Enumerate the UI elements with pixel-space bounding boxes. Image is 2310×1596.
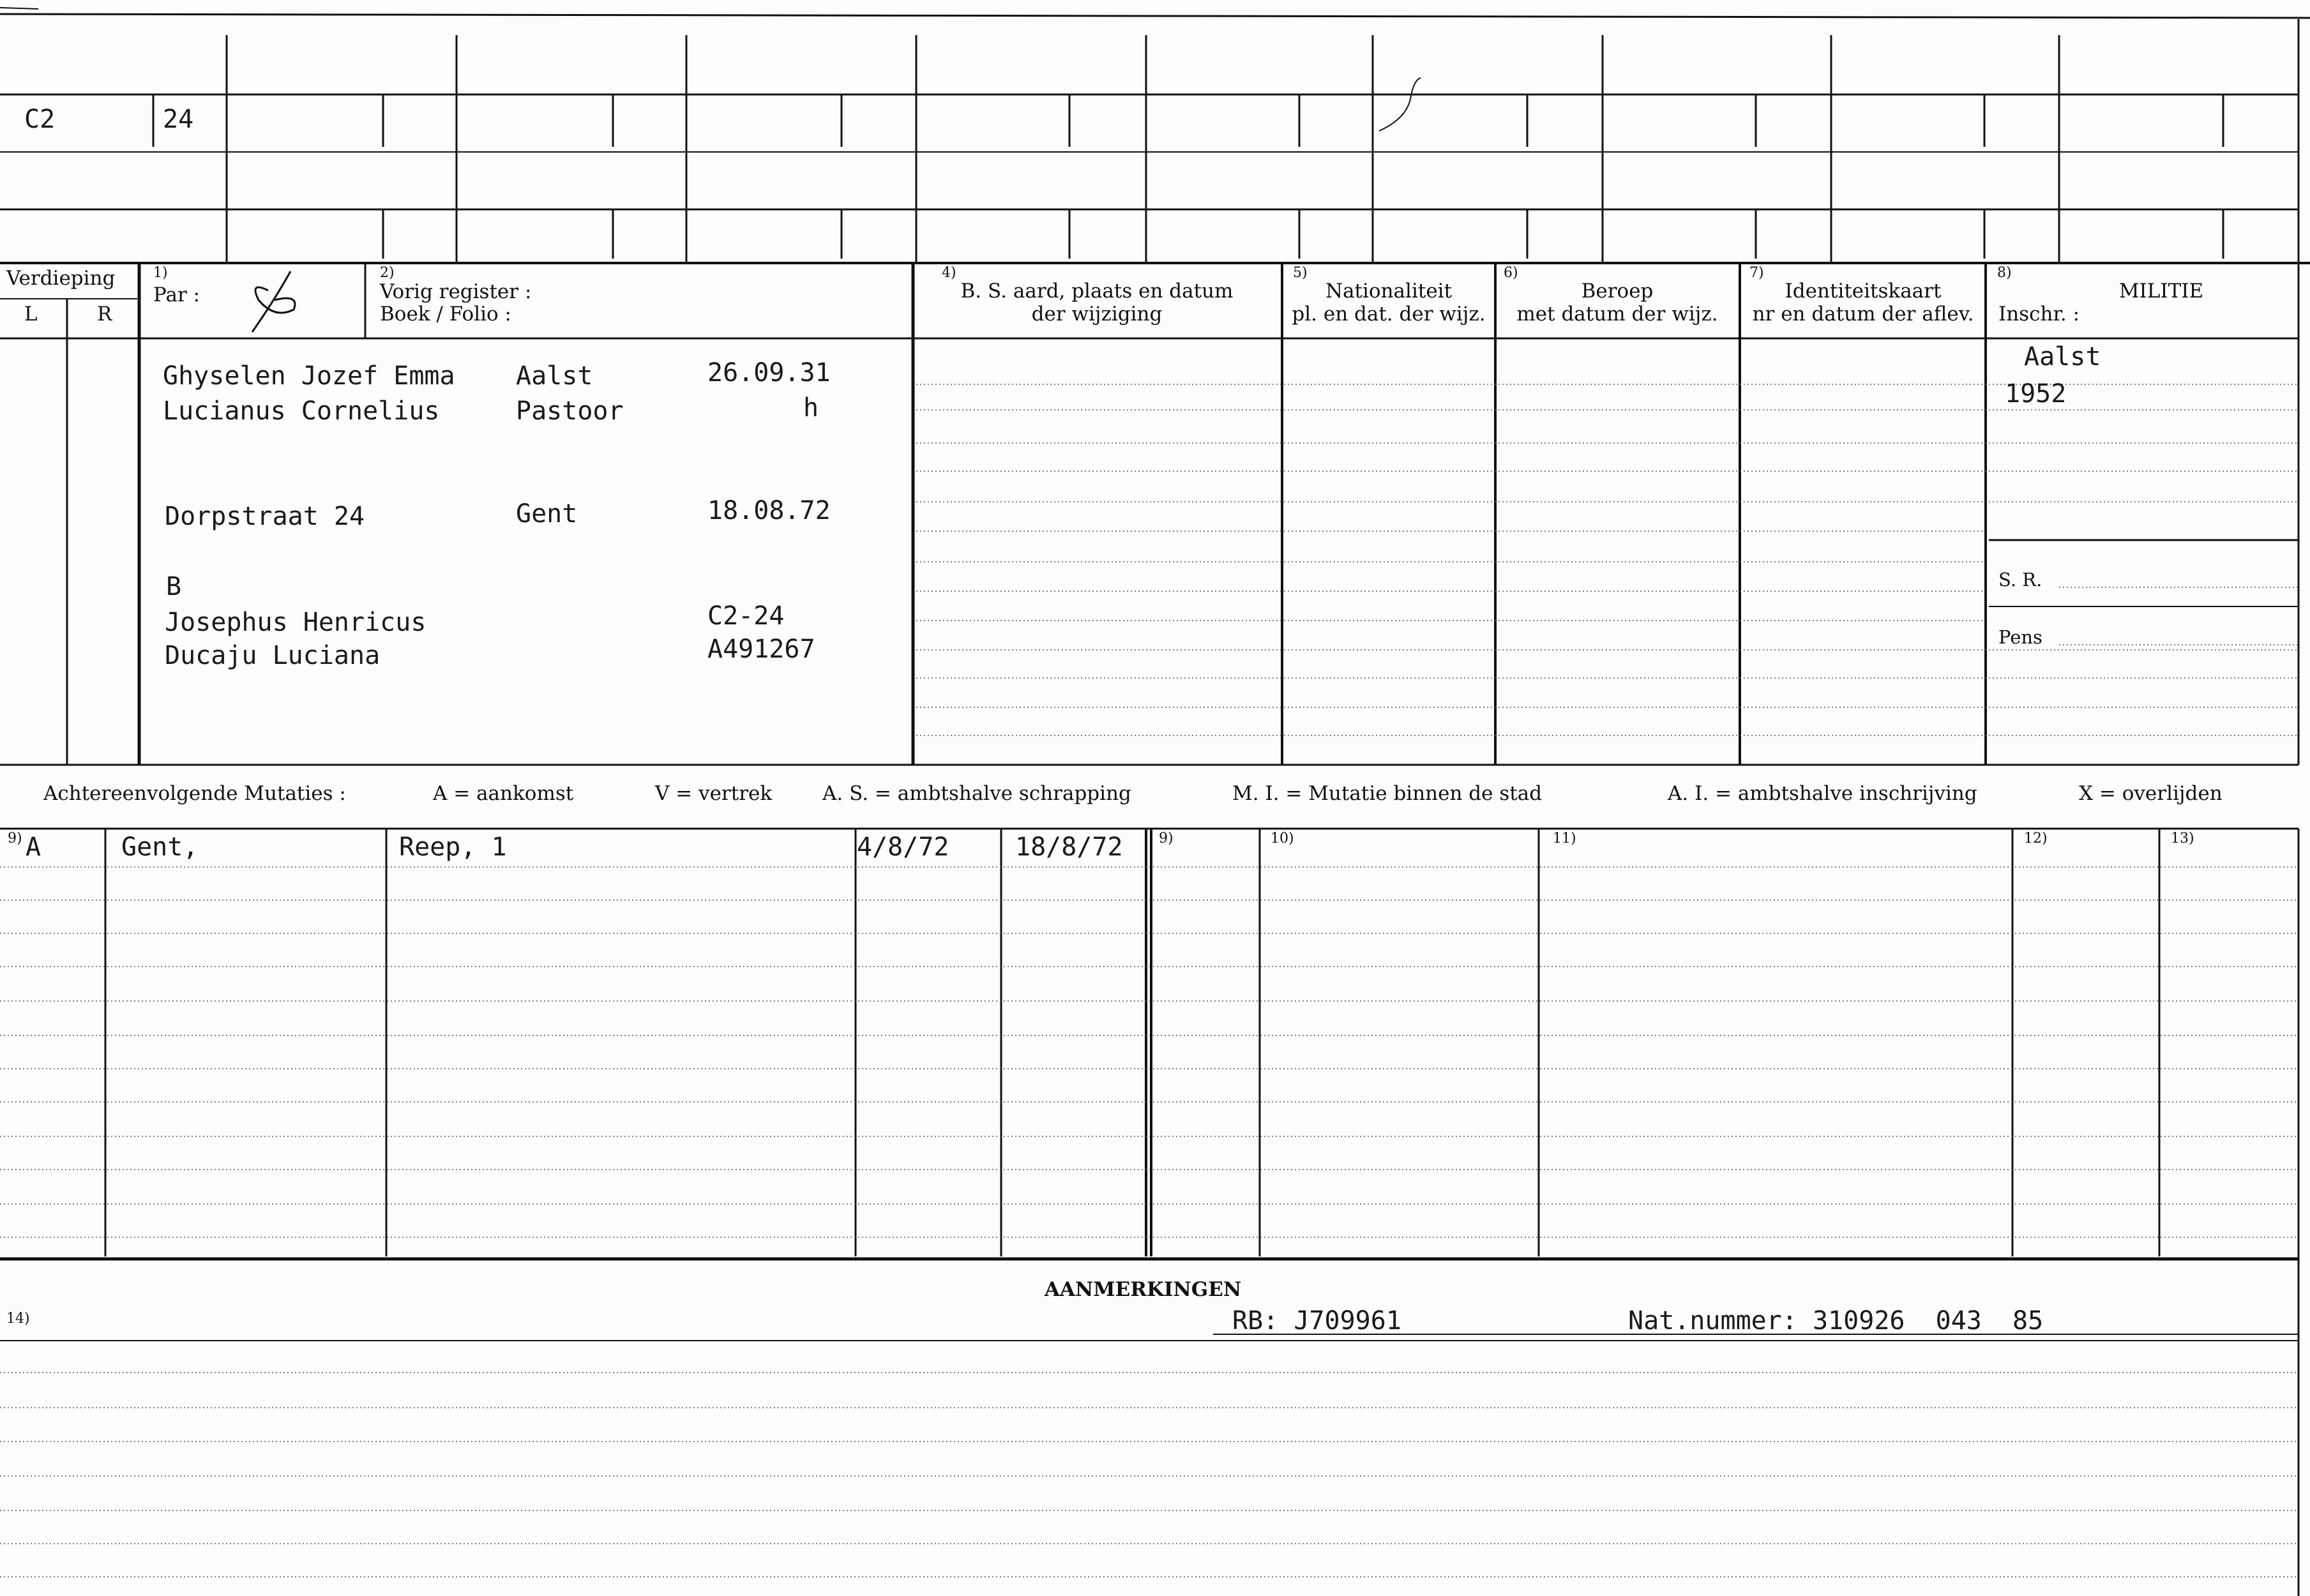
- vorig-number: 2): [380, 265, 395, 281]
- legend-mi: M. I. = Mutatie binnen de stad: [1232, 782, 1543, 805]
- col10-number: 10): [1271, 831, 1294, 847]
- city: Gent: [516, 499, 578, 529]
- beroep-header-1: Beroep: [1581, 280, 1654, 303]
- legend-label: Achtereenvolgende Mutaties :: [43, 782, 346, 805]
- legend-ai: A. I. = ambtshalve inschrijving: [1668, 782, 1977, 805]
- nat-header-2: pl. en dat. der wijz.: [1292, 303, 1486, 326]
- militie-number: 8): [1997, 265, 2012, 281]
- par-label: Par :: [153, 283, 200, 306]
- mutation-date-2: 18/8/72: [1015, 832, 1123, 862]
- civil-status: B: [166, 572, 182, 601]
- rb-number: RB: J709961: [1232, 1306, 1401, 1336]
- boek-folio-label: Boek / Folio :: [380, 303, 511, 326]
- mutation-type: A: [26, 832, 42, 862]
- address-date: 18.08.72: [707, 496, 831, 525]
- verdieping-header: Verdieping: [6, 267, 116, 290]
- nat-header-1: Nationaliteit: [1325, 280, 1453, 303]
- col9-number-right: 9): [1159, 831, 1174, 847]
- col13-number: 13): [2171, 831, 2194, 847]
- national-number: Nat.nummer: 310926 043 85: [1628, 1306, 2044, 1336]
- nat-number: 5): [1293, 265, 1308, 281]
- col9-number-left: 9): [8, 831, 22, 847]
- vorig-register-label: Vorig register :: [380, 280, 532, 303]
- militie-year: 1952: [2005, 379, 2067, 409]
- mark-h: h: [803, 393, 819, 423]
- sr-label: S. R.: [1998, 569, 2042, 591]
- column-r-header: R: [97, 303, 112, 326]
- col11-number: 11): [1553, 831, 1576, 847]
- name-line-1: Ghyselen Jozef Emma: [163, 361, 455, 391]
- house-number: 24: [163, 105, 194, 134]
- legend-x: X = overlijden: [2079, 782, 2223, 805]
- beroep-number: 6): [1504, 265, 1518, 281]
- column-l-header: L: [24, 303, 38, 326]
- id-header-1: Identiteitskaart: [1785, 280, 1942, 303]
- legend-as: A. S. = ambtshalve schrapping: [822, 782, 1131, 805]
- bs-number: 4): [942, 265, 956, 281]
- building-code: C2: [24, 105, 56, 134]
- mutation-street: Reep, 1: [399, 832, 507, 862]
- parent-2: Ducaju Luciana: [165, 641, 381, 670]
- legend-a: A = aankomst: [433, 782, 574, 805]
- mutation-date-1: 4/8/72: [857, 832, 949, 862]
- birth-date: 26.09.31: [707, 358, 831, 388]
- militie-header: MILITIE: [2118, 280, 2204, 303]
- name-line-2: Lucianus Cornelius: [163, 396, 440, 426]
- occupation: Pastoor: [516, 396, 624, 426]
- bs-header-2: der wijziging: [1031, 303, 1163, 326]
- remarks-title: AANMERKINGEN: [1044, 1278, 1242, 1301]
- militie-place: Aalst: [2024, 342, 2101, 372]
- remarks-number: 14): [6, 1311, 30, 1327]
- id-number: 7): [1749, 265, 1764, 281]
- bs-header-1: B. S. aard, plaats en datum: [960, 280, 1234, 303]
- birth-place: Aalst: [516, 361, 593, 391]
- col12-number: 12): [2024, 831, 2048, 847]
- mutation-place: Gent,: [121, 832, 199, 862]
- id-card-number: A491267: [707, 635, 815, 664]
- inschr-label: Inschr. :: [1998, 303, 2080, 326]
- id-header-2: nr en datum der aflev.: [1752, 303, 1974, 326]
- pens-label: Pens: [1998, 626, 2042, 648]
- legend-v: V = vertrek: [655, 782, 773, 805]
- par-number: 1): [153, 265, 168, 281]
- address: Dorpstraat 24: [165, 502, 365, 531]
- parent-1: Josephus Henricus: [165, 608, 427, 637]
- beroep-header-2: met datum der wijz.: [1516, 303, 1718, 326]
- reference-code: C2-24: [707, 601, 785, 631]
